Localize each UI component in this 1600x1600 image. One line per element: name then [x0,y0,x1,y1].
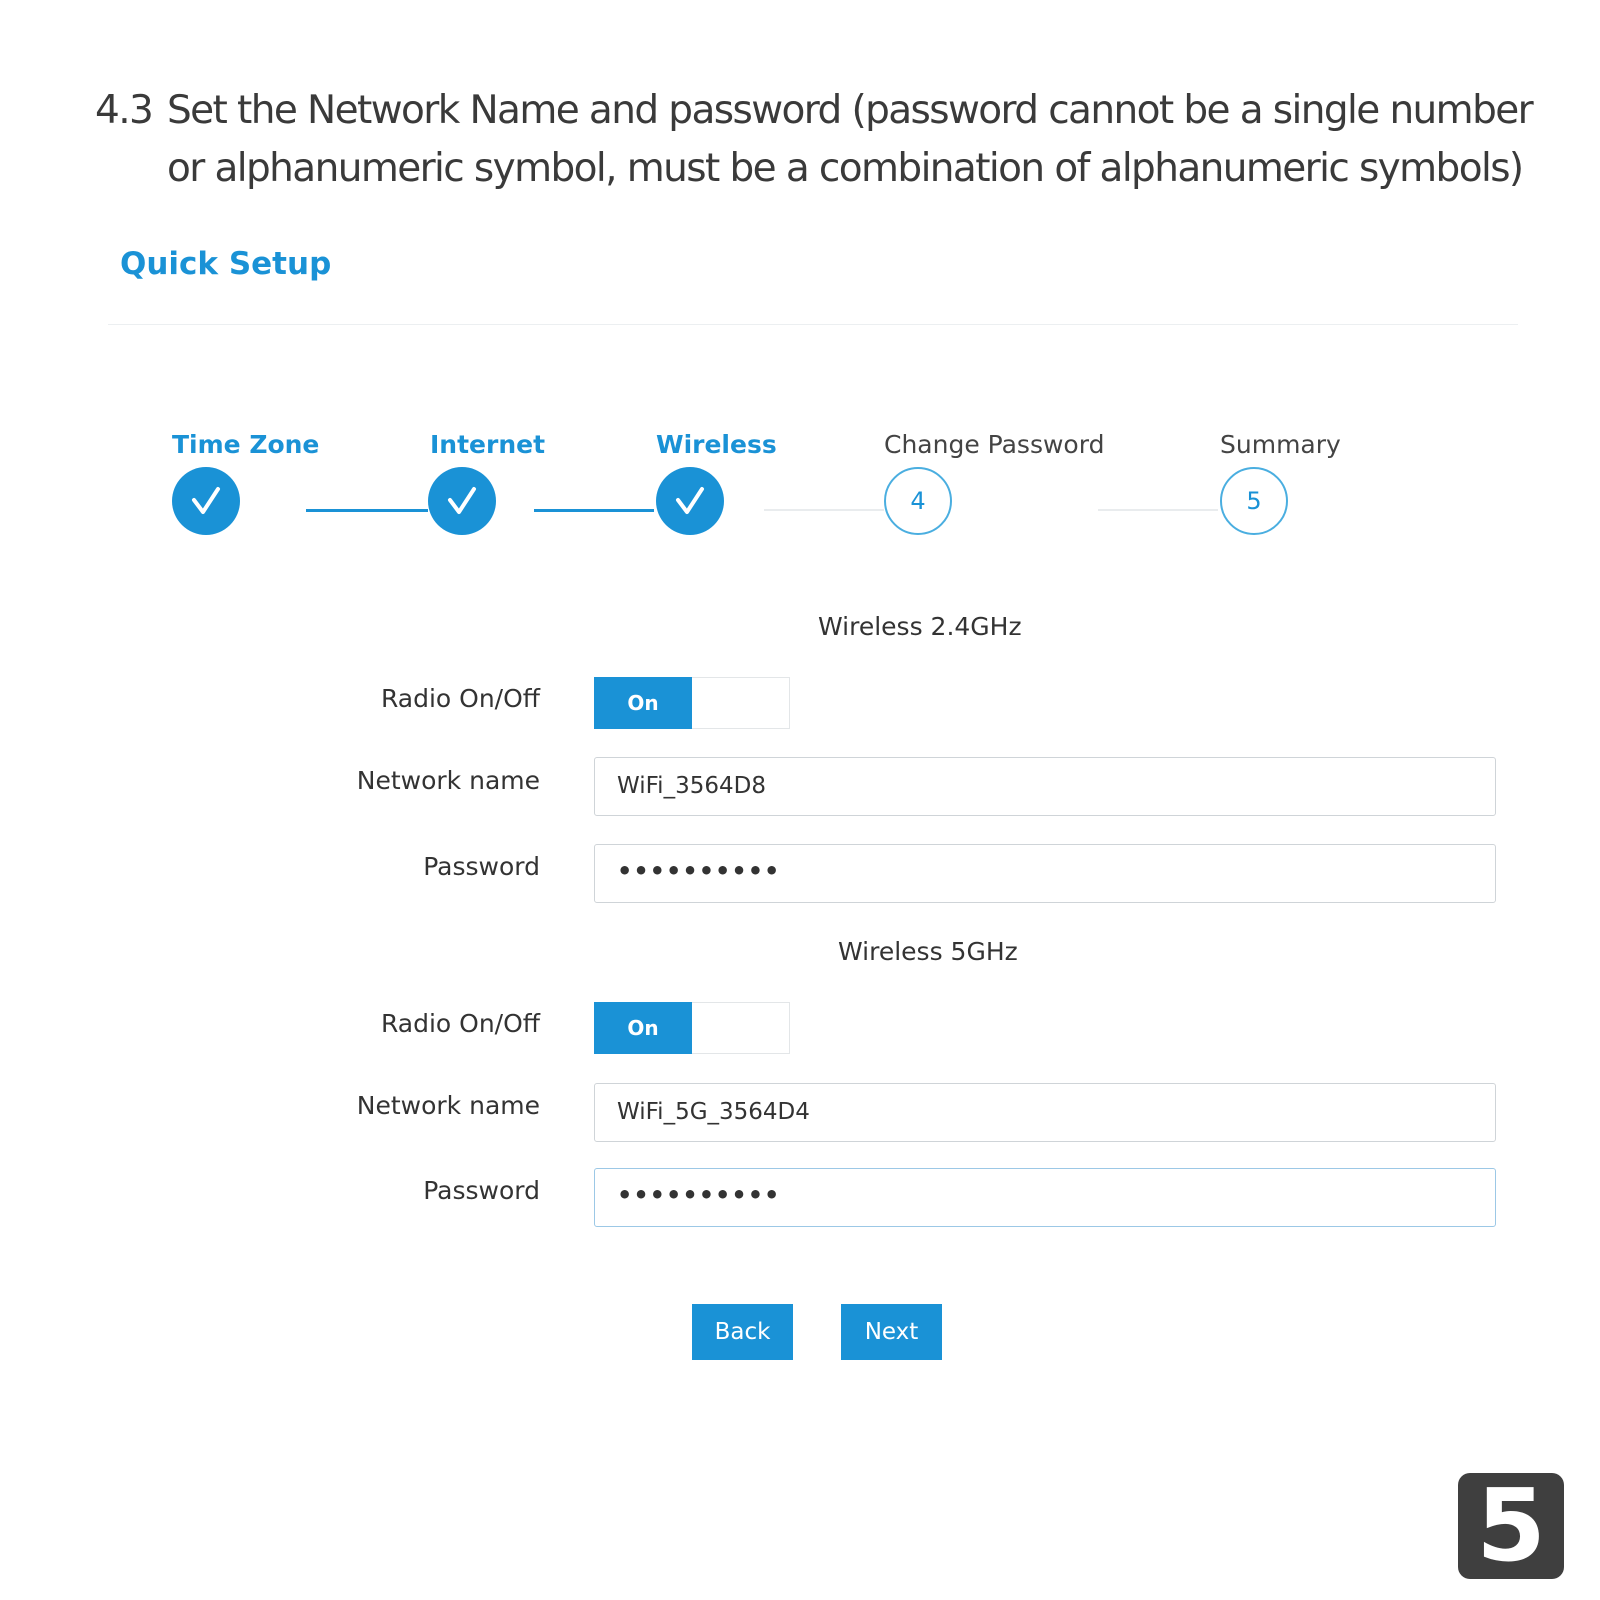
step-time-zone-complete [172,467,240,535]
step-summary-number: 5 [1220,467,1288,535]
instruction-text: Set the Network Name and password (password cannot be a single number or alphanumeric symbol, must be a combination of alphanumeric symbols) [167,88,1533,191]
step-label-time-zone: Time Zone [172,430,320,459]
wireless-24-section-title: Wireless 2.4GHz [818,612,1022,641]
check-icon [673,484,707,518]
instruction-heading [95,82,1535,198]
radio-5-toggle-on: On [594,1002,692,1054]
step-connector-3 [764,509,884,511]
radio-24-label: Radio On/Off [380,684,540,713]
check-icon [189,484,223,518]
radio-5-toggle[interactable] [594,1002,790,1054]
network-name-24-input[interactable]: WiFi_3564D8 [594,757,1496,816]
step-label-summary: Summary [1220,430,1341,459]
network-name-5-input[interactable]: WiFi_5G_3564D4 [594,1083,1496,1142]
step-wireless-complete [656,467,724,535]
step-label-change-password: Change Password [884,430,1105,459]
wireless-5-section-title: Wireless 5GHz [838,937,1018,966]
step-change-password-number: 4 [884,467,952,535]
back-button[interactable]: Back [692,1304,793,1360]
password-24-label: Password [423,852,540,881]
radio-24-toggle[interactable] [594,677,790,729]
quick-setup-title: Quick Setup [120,246,332,282]
password-24-input[interactable]: •••••••••• [594,844,1496,903]
password-5-label: Password [423,1176,540,1205]
password-5-input[interactable]: •••••••••• [594,1168,1496,1227]
step-internet-complete [428,467,496,535]
check-icon [445,484,479,518]
step-connector-4 [1098,509,1218,511]
step-label-wireless: Wireless [656,430,777,459]
instruction-number: 4.3 [95,88,153,133]
header-divider [108,324,1518,325]
step-connector-1 [306,509,428,512]
radio-5-label: Radio On/Off [380,1009,540,1038]
radio-24-toggle-on: On [594,677,692,729]
network-name-24-label: Network name [356,766,540,795]
network-name-5-label: Network name [356,1091,540,1120]
step-label-internet: Internet [430,430,546,459]
next-button[interactable]: Next [841,1304,942,1360]
step-connector-2 [534,509,654,512]
page-number-badge: 5 [1458,1473,1564,1579]
